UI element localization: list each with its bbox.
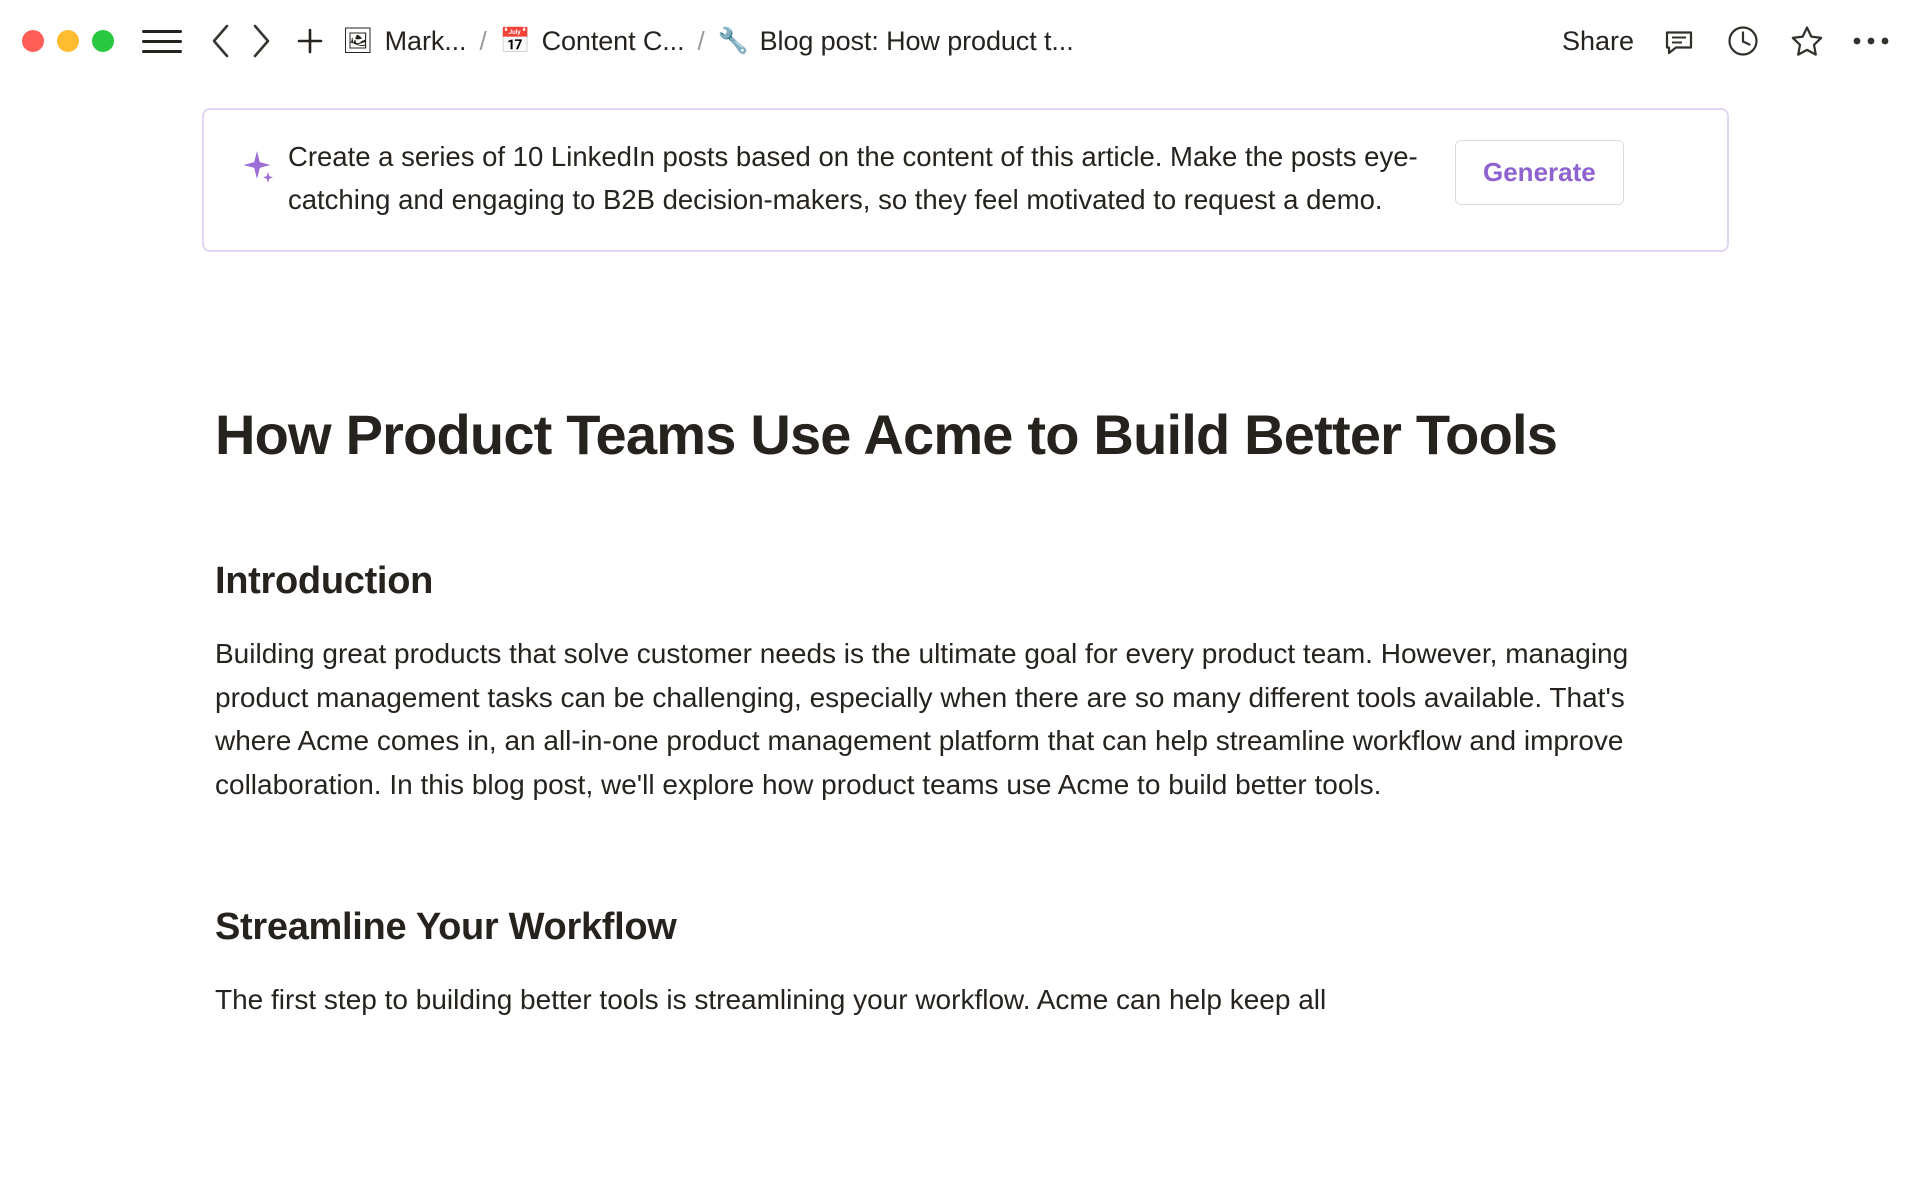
comment-icon[interactable]	[1660, 22, 1698, 60]
section-body-streamline-your-workflow[interactable]: The first step to building better tools is streamlining your workflow. Acme can help keep all	[215, 984, 1327, 1016]
sparkle-icon	[234, 148, 280, 186]
generate-button[interactable]: Generate	[1455, 140, 1624, 205]
minimize-window-button[interactable]	[57, 30, 79, 52]
breadcrumb-item-2[interactable]	[717, 25, 1074, 56]
maximize-window-button[interactable]	[92, 30, 114, 52]
breadcrumb-label-0: Mark...	[384, 25, 467, 56]
close-window-button[interactable]	[22, 30, 44, 52]
wrench-icon: 🔧	[717, 26, 749, 55]
breadcrumb-separator-1: /	[697, 25, 705, 56]
chevron-right-icon[interactable]	[244, 21, 278, 61]
breadcrumb-separator-0: /	[479, 25, 487, 56]
breadcrumb-label-1: Content C...	[541, 25, 685, 56]
breadcrumb-item-0[interactable]	[342, 25, 467, 56]
hamburger-icon[interactable]	[142, 26, 182, 56]
breadcrumb-item-1[interactable]	[499, 25, 685, 56]
page-title[interactable]: How Product Teams Use Acme to Build Better Tools	[215, 403, 1558, 466]
ai-prompt-text[interactable]: Create a series of 10 LinkedIn posts based on the content of this article. Make the posts eye-catching and engaging to B2B decision-makers, so they feel motivated to request a demo.	[288, 141, 1418, 215]
more-options-icon[interactable]	[1852, 22, 1890, 60]
history-icon[interactable]	[1724, 22, 1762, 60]
favorite-star-icon[interactable]	[1788, 22, 1826, 60]
titlebar-actions	[1562, 22, 1896, 60]
breadcrumb-label-2: Blog post: How product t...	[759, 25, 1074, 56]
title-bar	[0, 0, 1920, 82]
breadcrumb	[342, 26, 1074, 57]
workspace-icon: 🖼	[342, 26, 374, 55]
calendar-icon: 📅	[499, 26, 531, 55]
window-controls	[22, 30, 114, 52]
section-heading-introduction[interactable]: Introduction	[215, 559, 434, 602]
chevron-left-icon[interactable]	[204, 21, 238, 61]
section-body-introduction[interactable]: Building great products that solve customer needs is the ultimate goal for every product team. However, managing product management tasks can be challenging, especially when there are so many different tools available. That's where Acme comes in, an all-in-one product management platform that can help streamline workflow and improve collaboration. In this blog post, we'll explore how product teams use Acme to build better tools.	[215, 637, 1629, 800]
section-heading-streamline-your-workflow[interactable]: Streamline Your Workflow	[215, 905, 677, 948]
share-button[interactable]: Share	[1561, 25, 1634, 56]
document-content	[215, 400, 1715, 1022]
plus-icon[interactable]	[290, 21, 330, 61]
ai-prompt-card	[202, 108, 1729, 252]
